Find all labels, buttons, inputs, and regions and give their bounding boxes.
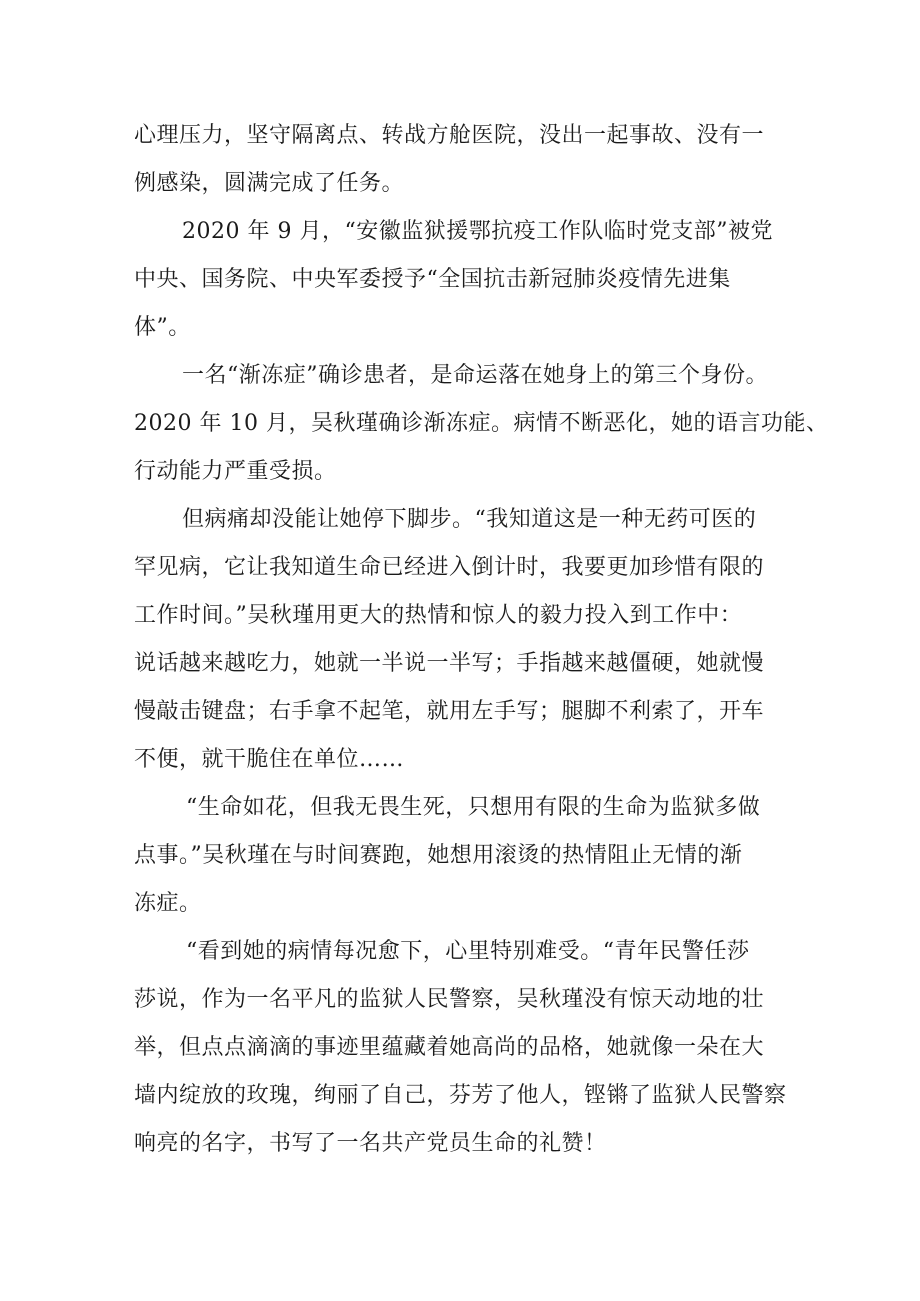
text-line: 例感染，圆满完成了任务。 [134, 171, 405, 196]
text-line: “看到她的病情每况愈下，心里特别难受。“青年民警任莎 [186, 939, 750, 964]
text-line: 心理压力，坚守隔离点、转战方舱医院，没出一起事故、没有一 [134, 123, 765, 148]
paragraph-1 [134, 112, 814, 208]
text-line: 2020 年 10 月，吴秋瑾确诊渐冻症。病情不断恶化，她的语言功能、 [134, 411, 829, 436]
paragraph-2 [134, 208, 814, 352]
text-line: 不便，就干脆住在单位…… [134, 747, 405, 772]
text-line: 举，但点点滴滴的事迹里蕴藏着她高尚的品格，她就像一朵在大 [134, 1035, 765, 1060]
document-body [134, 112, 829, 1168]
text-line: 行动能力严重受损。 [134, 459, 337, 484]
text-line: 点事。”吴秋瑾在与时间赛跑，她想用滚烫的热情阻止无情的渐 [134, 843, 743, 868]
text-line: 墙内绽放的玫瑰，绚丽了自己，芬芳了他人，铿锵了监狱人民警察 [134, 1083, 787, 1108]
paragraph-4 [134, 496, 814, 784]
paragraph-3 [134, 352, 829, 496]
text-line: 工作时间。”吴秋瑾用更大的热情和惊人的毅力投入到工作中： [134, 603, 743, 628]
text-line: 冻症。 [134, 891, 202, 916]
paragraph-6 [134, 928, 814, 1168]
text-line: 体”。 [134, 315, 191, 340]
text-line: 一名“渐冻症”确诊患者，是命运落在她身上的第三个身份。 [182, 363, 768, 388]
text-line: 中央、国务院、中央军委授予“全国抗击新冠肺炎疫情先进集 [134, 267, 731, 292]
text-line: 莎说，作为一名平凡的监狱人民警察，吴秋瑾没有惊天动地的壮 [134, 987, 765, 1012]
text-line: 响亮的名字，书写了一名共产党员生命的礼赞！ [134, 1131, 607, 1156]
text-line: 慢敲击键盘；右手拿不起笔，就用左手写；腿脚不利索了，开车 [134, 699, 765, 724]
paragraph-5 [134, 784, 814, 928]
text-line: 说话越来越吃力，她就一半说一半写；手指越来越僵硬，她就慢 [134, 651, 765, 676]
text-line: “生命如花，但我无畏生死，只想用有限的生命为监狱多做 [186, 795, 761, 820]
text-line: 但病痛却没能让她停下脚步。“我知道这是一种无药可医的 [182, 507, 757, 532]
text-line: 罕见病，它让我知道生命已经进入倒计时，我要更加珍惜有限的 [134, 555, 765, 580]
text-line: 2020 年 9 月，“安徽监狱援鄂抗疫工作队临时党支部”被党 [182, 219, 773, 244]
